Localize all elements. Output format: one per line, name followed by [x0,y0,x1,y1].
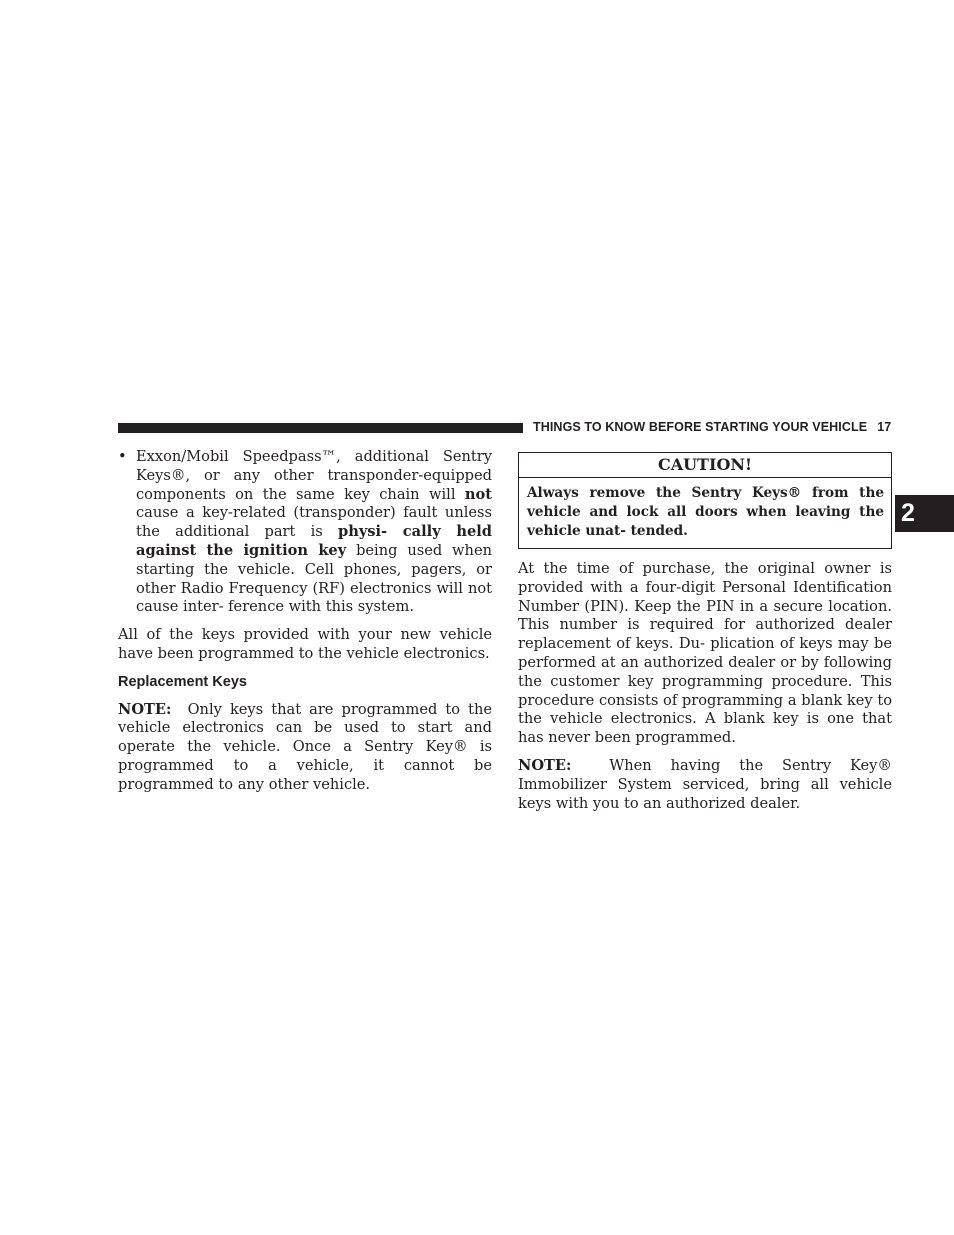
note-label: NOTE: [118,700,172,718]
section-title: THINGS TO KNOW BEFORE STARTING YOUR VEHICLE [533,420,868,434]
replacement-keys-heading: Replacement Keys [118,673,247,690]
note-paragraph-1 [118,701,492,795]
caution-box [518,452,892,549]
header-rule [118,423,523,433]
note-text: Only keys that are programmed to the vehicle electronics can be used to start and operate the vehicle. Once a Sentry Key® is programmed to a vehicle, it cannot be programmed to any other vehicle. [118,700,493,793]
note-text: When having the Sentry Key® Immobilizer System serviced, bring all vehicle keys with you to an authorized dealer. [518,756,893,812]
caution-body: Always remove the Sentry Keys® from the vehicle and lock all doors when leaving the vehicle unat- tended. [527,485,884,539]
right-column [518,452,892,813]
pin-paragraph: At the time of purchase, the original owner is provided with a four-digit Personal Identification Number (PIN). Keep the PIN in a secure location. This number is required for authorized dealer replacement of keys. Du- plication of keys may be performed at an authorized dealer or by following the customer key programming procedure. This procedure consists of programming a blank key to the vehicle electronics. A blank key is one that has never been programmed. [518,560,892,747]
note-paragraph-2 [518,757,892,813]
caution-title: CAUTION! [519,453,891,478]
bullet-text-2: cause a key-related (transponder) fault unless the additional part is [136,504,492,541]
bullet-item [118,448,492,617]
running-header [533,420,891,434]
bullet-marker: • [118,448,127,465]
bullet-text-1: Exxon/Mobil Speedpass™, additional Sentry Keys®, or any other transponder-equipped components on the same key chain will [136,448,492,503]
bullet-bold-phrase: physi- cally held against the ignition key [136,523,493,559]
note-label: NOTE: [518,756,572,774]
bullet-bold-not: not [464,485,492,503]
chapter-tab: 2 [895,495,954,532]
keys-programmed-paragraph: All of the keys provided with your new vehicle have been programmed to the vehicle electronics. [118,626,492,662]
left-column [118,448,492,795]
page-number: 17 [877,420,892,434]
bullet-text-3: being used when starting the vehicle. Cell phones, pagers, or other Radio Frequency (RF) electronics will not cause inter- ference with this system. [136,541,492,616]
